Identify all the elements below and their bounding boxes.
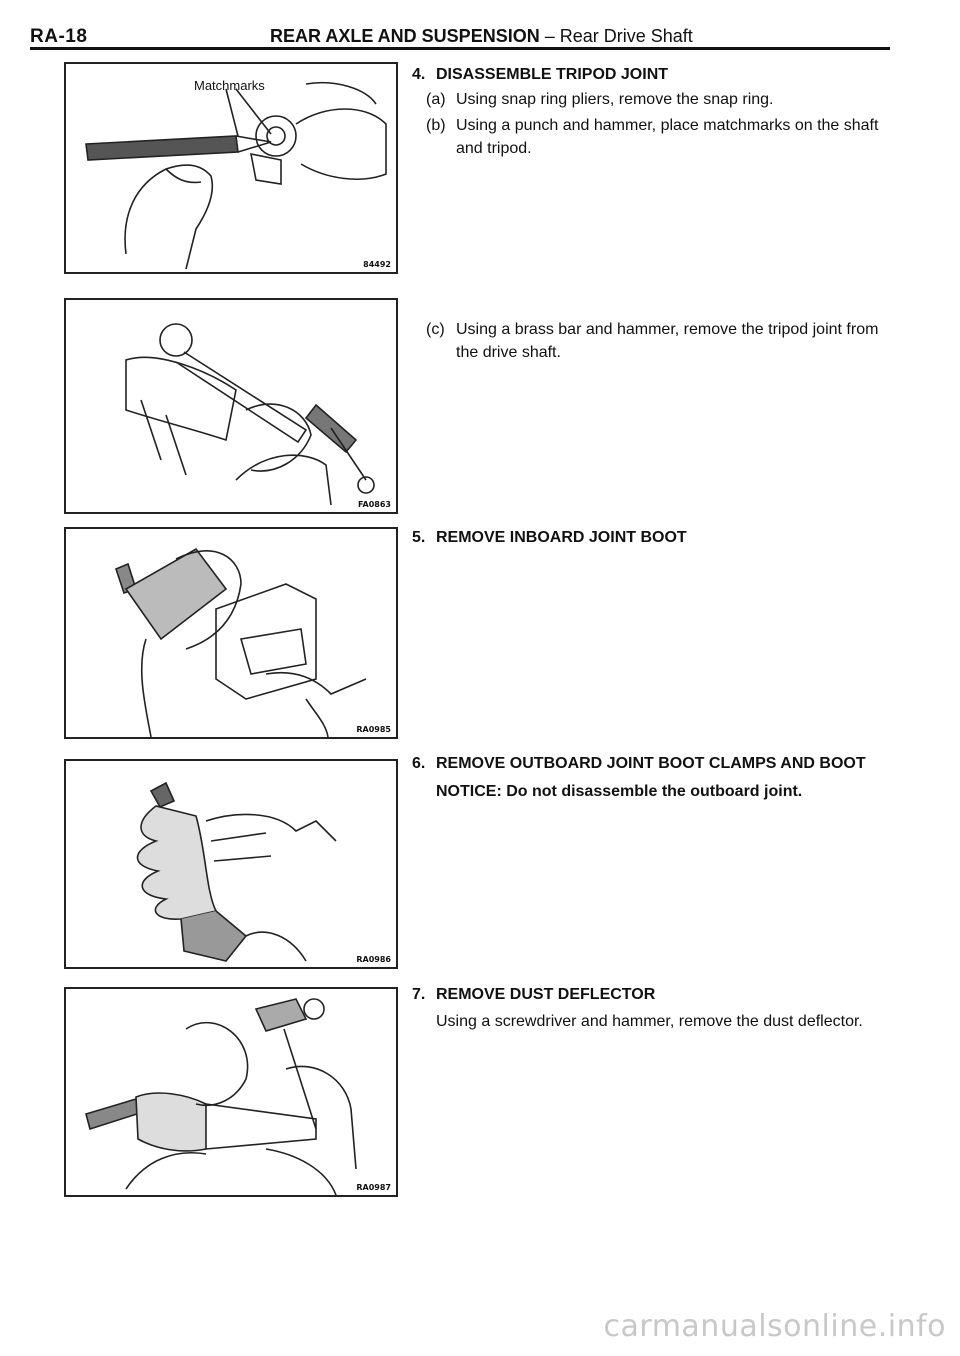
step-4a: [426, 88, 896, 112]
step-number: 7.: [412, 986, 426, 1003]
illustration-remove-inboard-boot: [66, 529, 396, 737]
substep-label: (c): [426, 321, 445, 338]
figure-dust-deflector: [64, 987, 398, 1197]
notice-text: NOTICE: Do not disassemble the outboard joint.: [436, 783, 803, 800]
step-4b: [426, 114, 896, 162]
step-7-heading: [412, 984, 902, 1006]
substep-label: (b): [426, 117, 446, 134]
section-title: REAR AXLE AND SUSPENSION: [270, 26, 540, 46]
figure-code: RA0986: [356, 955, 391, 964]
figure-code: RA0987: [356, 1183, 391, 1192]
step-7-text: Using a screwdriver and hammer, remove the dust deflector.: [436, 1013, 863, 1030]
step-5-heading: [412, 527, 902, 549]
figure-outboard-boot: [64, 759, 398, 969]
step-title: DISASSEMBLE TRIPOD JOINT: [436, 66, 669, 83]
figure-code: 84492: [363, 260, 391, 269]
subsection-title: Rear Drive Shaft: [559, 26, 693, 46]
illustration-brass-bar-hammer: [66, 300, 396, 512]
title-separator: –: [544, 26, 555, 46]
step-title: REMOVE INBOARD JOINT BOOT: [436, 529, 687, 546]
page-header: [30, 26, 890, 48]
illustration-punch-matchmarks: [66, 64, 396, 272]
figure-inboard-boot: [64, 527, 398, 739]
step-6-heading: [412, 753, 902, 775]
substep-text: Using snap ring pliers, remove the snap ring.: [456, 91, 774, 108]
figure-matchmarks: [64, 62, 398, 274]
footer-watermark: carmanualsonline.info: [603, 1309, 946, 1344]
figure-brass-bar: [64, 298, 398, 514]
substep-text: Using a brass bar and hammer, remove the tripod joint from the drive shaft.: [456, 321, 879, 361]
step-number: 5.: [412, 529, 426, 546]
page-title: [270, 26, 693, 47]
step-title: REMOVE DUST DEFLECTOR: [436, 986, 656, 1003]
header-rule: [30, 47, 890, 50]
step-number: 4.: [412, 66, 426, 83]
page-code: RA-18: [30, 26, 88, 47]
substep-text: Using a punch and hammer, place matchmarks on the shaft and tripod.: [456, 117, 879, 157]
step-title: REMOVE OUTBOARD JOINT BOOT CLAMPS AND BOOT: [436, 755, 866, 772]
step-4c: [426, 318, 896, 366]
step-4-heading: [412, 64, 902, 86]
matchmarks-callout: Matchmarks: [194, 78, 265, 93]
figure-code: RA0985: [356, 725, 391, 734]
substep-label: (a): [426, 91, 446, 108]
illustration-remove-dust-deflector: [66, 989, 396, 1195]
illustration-remove-outboard-boot: [66, 761, 396, 967]
step-number: 6.: [412, 755, 426, 772]
figure-code: FA0863: [357, 500, 391, 509]
